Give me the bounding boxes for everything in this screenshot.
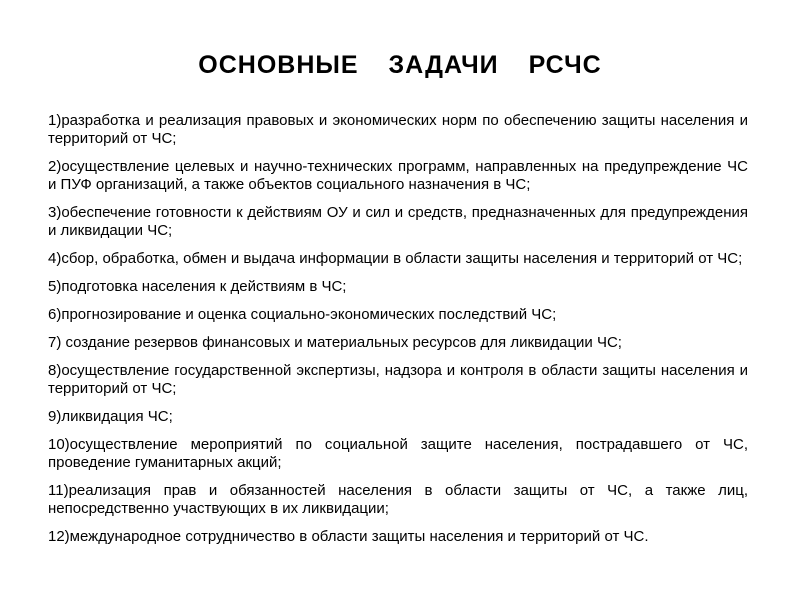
list-item: 7) создание резервов финансовых и материальных ресурсов для ликвидации ЧС;	[48, 334, 622, 351]
list-item: 2)осуществление целевых и научно-технических программ, направленных на предупреждение ЧС и ПУФ организаций, а также объектов социального назначения в ЧС;	[48, 158, 748, 193]
list-item: 8)осуществление государственной экспертизы, надзора и контроля в области защиты населения и территорий от ЧС;	[48, 362, 748, 397]
list-item: 1)разработка и реализация правовых и экономических норм по обеспечению защиты населения и территорий от ЧС;	[48, 112, 748, 147]
list-item: 5)подготовка населения к действиям в ЧС;	[48, 278, 347, 295]
list-item: 6)прогнозирование и оценка социально-экономических последствий ЧС;	[48, 306, 557, 323]
list-item: 10)осуществление мероприятий по социальной защите населения, пострадавшего от ЧС, проведение гуманитарных акций;	[48, 436, 748, 471]
list-item: 12)международное сотрудничество в области защиты населения и территорий от ЧС.	[48, 528, 649, 545]
list-item: 3)обеспечение готовности к действиям ОУ и сил и средств, предназначенных для предупреждения и ликвидации ЧС;	[48, 204, 748, 239]
list-item: 4)сбор, обработка, обмен и выдача информации в области защиты населения и территорий от ЧС;	[48, 250, 743, 267]
tasks-list	[48, 112, 748, 556]
list-item: 11)реализация прав и обязанностей населения в области защиты от ЧС, а также лиц, непосредственно участвующих в их ликвидации;	[48, 482, 748, 517]
slide-title: ОСНОВНЫЕ ЗАДАЧИ РСЧС	[198, 51, 602, 79]
list-item: 9)ликвидация ЧС;	[48, 408, 173, 425]
